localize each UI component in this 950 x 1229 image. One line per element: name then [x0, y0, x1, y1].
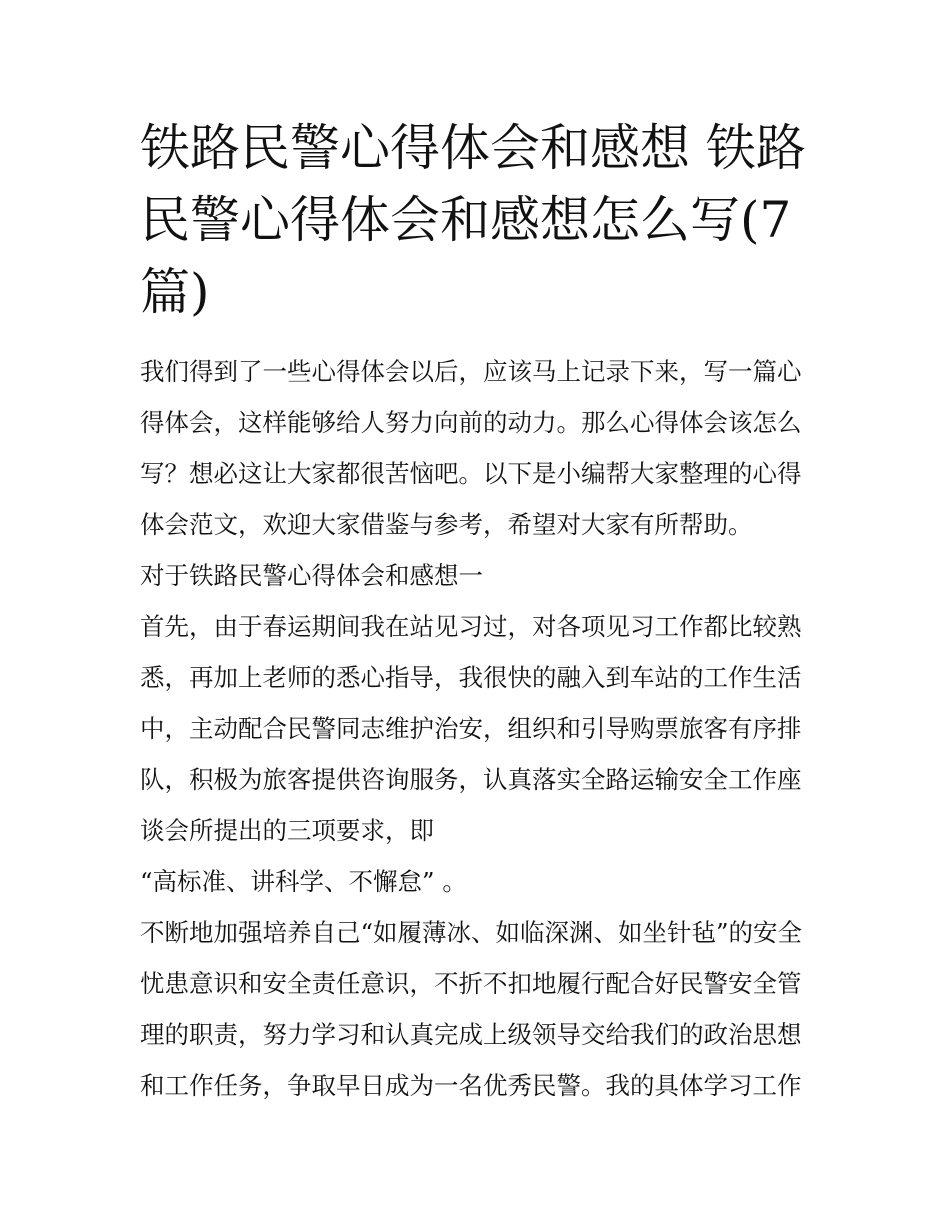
title-line: 民警心得体会和感想怎么写(7 [140, 191, 792, 249]
paragraph-line: 首先，由于春运期间我在站见习过，对各项见习工作都比较熟 [140, 612, 802, 641]
paragraph-line: 忧患意识和安全责任意识，不折不扣地履行配合好民警安全管 [140, 969, 802, 998]
paragraph-line: 和工作任务，争取早日成为一名优秀民警。我的具体学习工作 [140, 1071, 802, 1100]
paragraph-line: 队，积极为旅客提供咨询服务，认真落实全路运输安全工作座 [140, 765, 802, 794]
paragraph-line: 谈会所提出的三项要求，即 [140, 816, 434, 845]
intro-line: 我们得到了一些心得体会以后，应该马上记录下来，写一篇心 [140, 357, 802, 386]
page-title [140, 112, 820, 328]
paragraph-line: 理的职责，努力学习和认真完成上级领导交给我们的政治思想 [140, 1020, 802, 1049]
intro-line: 体会范文，欢迎大家借鉴与参考，希望对大家有所帮助。 [140, 510, 753, 539]
quote-line: “高标准、讲科学、不懈怠” 。 [140, 867, 467, 896]
section-heading: 对于铁路民警心得体会和感想一 [140, 561, 483, 590]
paragraph-line: 不断地加强培养自己“如履薄冰、如临深渊、如坐针毡”的安全 [140, 918, 803, 947]
paragraph-line: 中，主动配合民警同志维护治安，组织和引导购票旅客有序排 [140, 714, 802, 743]
title-line: 篇) [140, 263, 210, 321]
intro-line: 写？想必这让大家都很苦恼吧。以下是小编帮大家整理的心得 [140, 459, 802, 488]
paragraph-line: 悉，再加上老师的悉心指导，我很快的融入到车站的工作生活 [140, 663, 802, 692]
document-content [140, 112, 820, 1111]
body-text [140, 346, 820, 1111]
title-line: 铁路民警心得体会和感想 铁路 [140, 119, 806, 177]
intro-line: 得体会，这样能够给人努力向前的动力。那么心得体会该怎么 [140, 408, 802, 437]
